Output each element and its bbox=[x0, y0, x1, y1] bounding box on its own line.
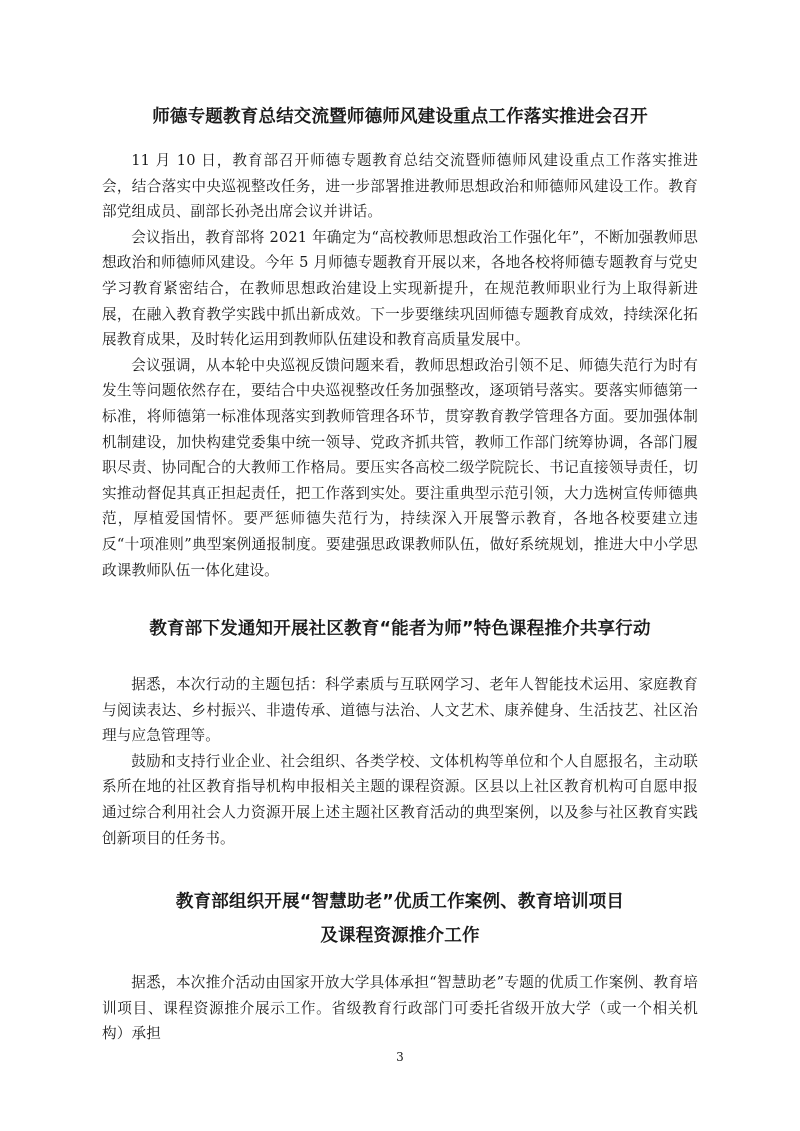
section-1-paragraph-2: 会议指出，教育部将 2021 年确定为“高校教师思想政治工作强化年”，不断加强教师思想政治和师德师风建设。今年 5 月师德专题教育开展以来，各地各校将师德专题教育与党史学习教育紧密结合，在教师思想政治建设上实现新提升，在规范教师职业行为上取得新进展，在融入教育教学实践中抓出新成效。下一步要继续巩固师德专题教育成效，持续深化拓展教育成果，及时转化运用到教师队伍建设和教育高质量发展中。 bbox=[102, 228, 698, 349]
section-1-paragraph-3: 会议强调，从本轮中央巡视反馈问题来看，教师思想政治引领不足、师德失范行为时有发生等问题依然存在，要结合中央巡视整改任务加强整改，逐项销号落实。要落实师德第一标准，将师德第一标准体现落实到教师管理各环节，贯穿教育教学管理各方面。要加强体制机制建设，加快构建党委集中统一领导、党政齐抓共管，教师工作部门统筹协调，各部门履职尽责、协同配合的大教师工作格局。要压实各高校二级学院院长、书记直接领导责任，切实推动督促其真正担起责任，把工作落到实处。要注重典型示范引领，大力选树宣传师德典范，厚植爱国情怀。要严惩师德失范行为，持续深入开展警示教育，各地各校要建立违反“十项准则”典型案例通报制度。要建强思政课教师队伍，做好系统规划，推进大中小学思政课教师队伍一体化建设。 bbox=[102, 356, 698, 579]
section-3-title bbox=[102, 885, 698, 953]
section-2-paragraph-1: 据悉，本次行动的主题包括：科学素质与互联网学习、老年人智能技术运用、家庭教育与阅读表达、乡村振兴、非遗传承、道德与法治、人文艺术、康养健身、生活技艺、社区治理与应急管理等。 bbox=[102, 676, 698, 745]
section-2-paragraph-2: 鼓励和支持行业企业、社会组织、各类学校、文体机构等单位和个人自愿报名，主动联系所在地的社区教育指导机构申报相关主题的课程资源。区县以上社区教育机构可自愿申报通过综合利用社会人力资源开展上述主题社区教育活动的典型案例，以及参与社区教育实践创新项目的任务书。 bbox=[102, 752, 698, 847]
section-3-paragraph-1: 据悉，本次推介活动由国家开放大学具体承担“智慧助老”专题的优质工作案例、教育培训项目、课程资源推介展示工作。省级教育行政部门可委托省级开放大学（或一个相关机构）承担 bbox=[102, 974, 698, 1043]
page-number: 3 bbox=[396, 1050, 404, 1064]
section-3-title-line-2: 及课程资源推介工作 bbox=[320, 926, 480, 946]
section-1-title: 师德专题教育总结交流暨师德师风建设重点工作落实推进会召开 bbox=[152, 107, 648, 127]
section-3-body bbox=[102, 970, 698, 1047]
section-1-body bbox=[102, 148, 698, 583]
section-2-title: 教育部下发通知开展社区教育“能者为师”特色课程推介共享行动 bbox=[149, 619, 651, 639]
section-3-title-line-1: 教育部组织开展“智慧助老”优质工作案例、教育培训项目 bbox=[175, 892, 625, 912]
section-2-body bbox=[102, 672, 698, 851]
section-1-paragraph-1: 11 月 10 日，教育部召开师德专题教育总结交流暨师德师风建设重点工作落实推进会，结合落实中央巡视整改任务，进一步部署推进教师思想政治和师德师风建设工作。教育部党组成员、副部长孙尧出席会议并讲话。 bbox=[102, 152, 698, 221]
